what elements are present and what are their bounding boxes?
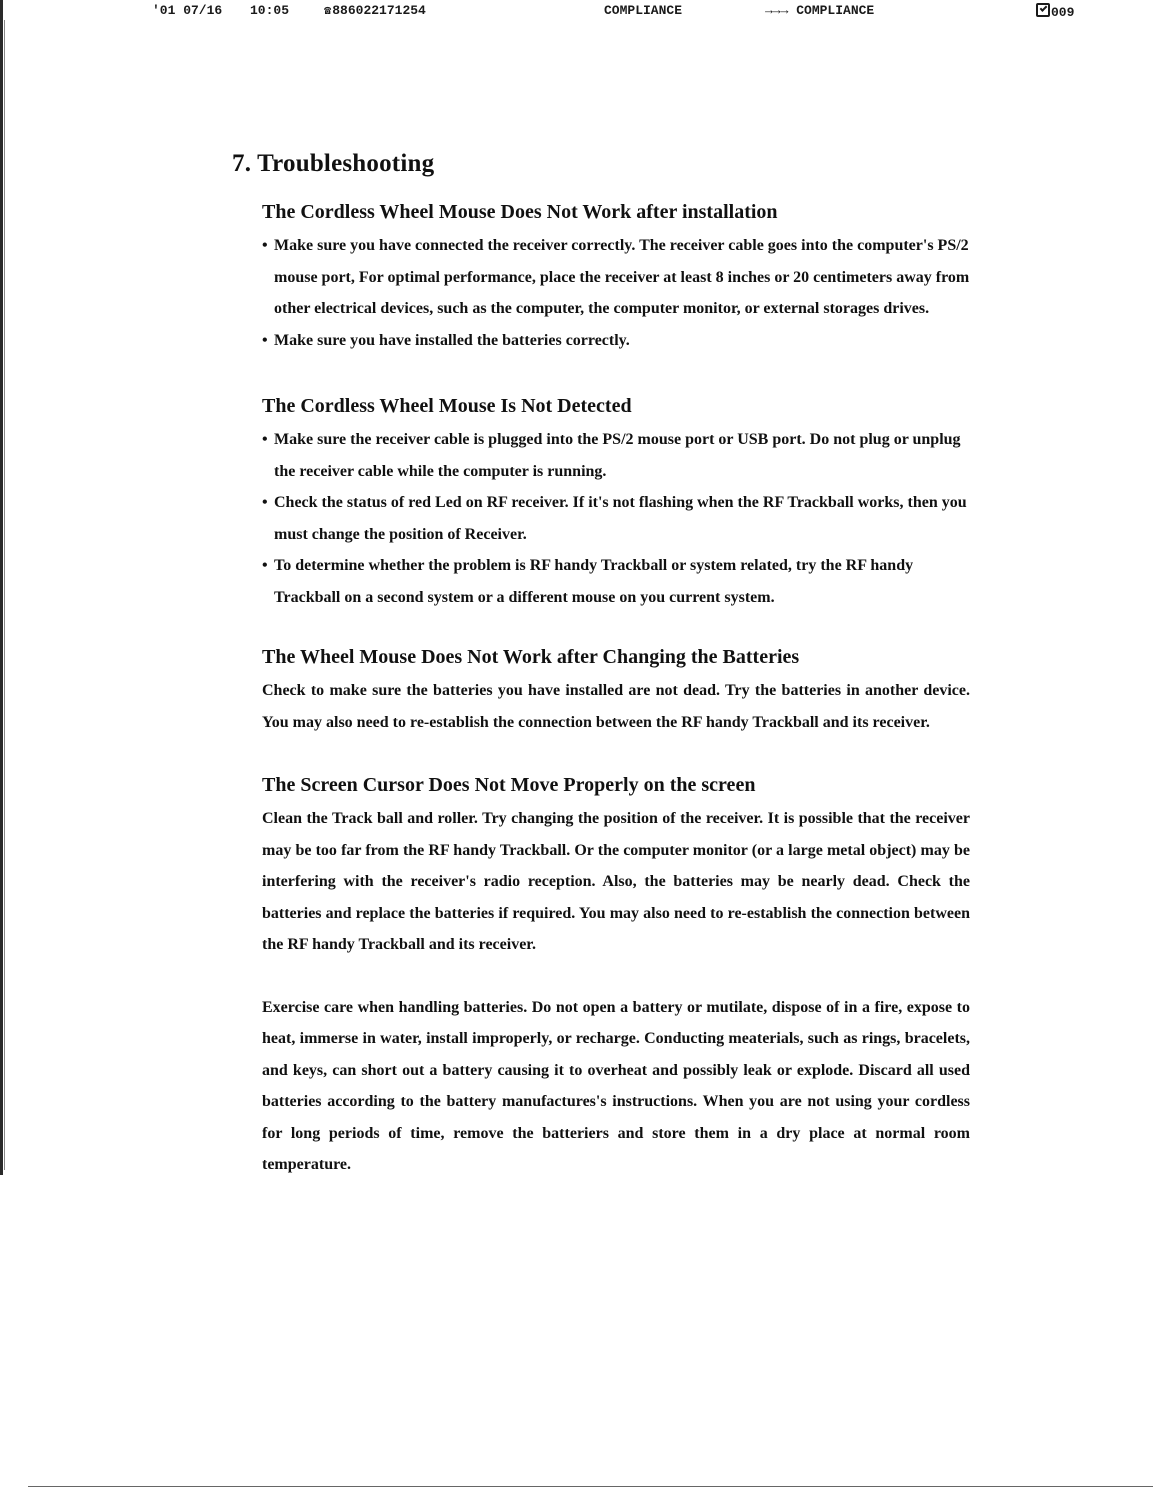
scan-left-edge-shadow: [4, 20, 5, 1170]
fax-phone-number: 886022171254: [332, 3, 426, 18]
section-heading: The Wheel Mouse Does Not Work after Changing the Batteries: [262, 646, 800, 668]
bullet-item: • To determine whether the problem is RF handy Trackball or system related, try the RF handy Trackball on a second system or a different mouse on you current system.: [262, 550, 970, 613]
section-after-changing-batteries: [262, 643, 970, 738]
bullet-item: • Make sure the receiver cable is plugged into the PS/2 mouse port or USB port. Do not plug or unplug the receiver cable while the computer is running.: [262, 424, 970, 487]
battery-safety-paragraph: Exercise care when handling batteries. Do not open a battery or mutilate, dispose of in a fire, expose to heat, immerse in water, install improperly, or recharge. Conducting meaterials, such as rings, bracelets, and keys, can short out a battery causing it to overheat and possibly leak or explode. Discard all used batteries according to the battery manufactures's instructions. When you are not using your cordless for long periods of time, remove the batteriers and store them in a dry place at normal room temperature.: [262, 998, 970, 1173]
page-check-icon: [1036, 3, 1050, 17]
bullet-item: • Make sure you have installed the batteries correctly.: [262, 325, 970, 357]
bullet-item: • Check the status of red Led on RF receiver. If it's not flashing when the RF Trackball works, then you must change the position of Receiver.: [262, 487, 970, 550]
fax-to: [765, 3, 874, 18]
fax-header: [0, 3, 1153, 25]
fax-date: '01 07/16: [152, 3, 223, 18]
fax-time: 10:05: [250, 3, 290, 18]
fax-arrow: →→→: [765, 3, 789, 18]
section-not-work-after-installation: [262, 198, 970, 356]
document-body: [232, 150, 972, 1181]
telephone-icon: ☎: [324, 4, 332, 18]
section-heading: The Cordless Wheel Mouse Does Not Work after installation: [262, 201, 778, 223]
section-battery-safety: [262, 992, 970, 1181]
fax-page-number: 009: [1051, 5, 1075, 20]
fax-from: COMPLIANCE: [604, 3, 683, 18]
section-paragraph: Clean the Track ball and roller. Try changing the position of the receiver. It is possible that the receiver may be too far from the RF handy Trackball. Or the computer monitor (or a large metal object) may be interfering with the receiver's radio reception. Also, the batteries may be nearly dead. Check the batteries and replace the batteries if required. You may also need to re-establish the connection between the RF handy Trackball and its receiver.: [262, 810, 970, 953]
fax-to-label: COMPLIANCE: [796, 3, 875, 18]
section-paragraph: Check to make sure the batteries you have installed are not dead. Try the batteries in another device. You may also need to re-establish the connection between the RF handy Trackball and its receiver.: [262, 682, 970, 731]
section-not-detected: [262, 392, 970, 613]
section-heading: The Screen Cursor Does Not Move Properly on the screen: [262, 774, 756, 796]
fax-page: [1036, 3, 1074, 20]
page-title: 7. Troubleshooting: [232, 150, 435, 177]
fax-phone: [324, 3, 426, 18]
bullet-item: • Make sure you have connected the receiver correctly. The receiver cable goes into the computer's PS/2 mouse port, For optimal performance, place the receiver at least 8 inches or 20 centimeters away from other electrical devices, such as the computer, the computer monitor, or external storages drives.: [262, 230, 970, 325]
scan-left-edge: [0, 0, 3, 1175]
section-heading: The Cordless Wheel Mouse Is Not Detected: [262, 395, 632, 417]
section-cursor-not-moving: [262, 771, 970, 961]
bottom-divider: [28, 1486, 1153, 1487]
